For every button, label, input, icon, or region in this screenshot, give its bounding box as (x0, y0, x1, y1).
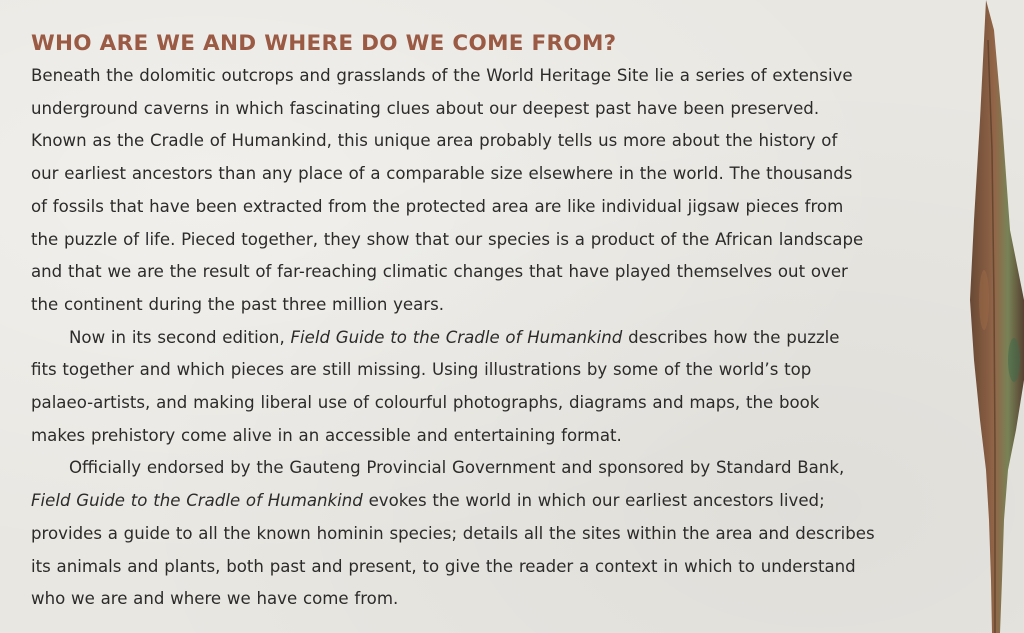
paragraph-3 (31, 452, 981, 616)
paragraph-line (31, 485, 981, 518)
paragraph-line: Officially endorsed by the Gauteng Provincial Government and sponsored by Standard Bank, (69, 458, 845, 478)
paragraph-2 (31, 322, 981, 453)
paragraph-line: palaeo-artists, and making liberal use of colourful photographs, diagrams and maps, the book (31, 393, 820, 413)
paragraph-line: its animals and plants, both past and present, to give the reader a context in which to understand (31, 556, 856, 576)
book-title-italic: Field Guide to the Cradle of Humankind (290, 327, 623, 347)
section-heading: WHO ARE WE AND WHERE DO WE COME FROM? (31, 31, 617, 56)
paragraph-line: Beneath the dolomitic outcrops and grasslands of the World Heritage Site lie a series of extensive (31, 66, 853, 85)
paragraph-line: provides a guide to all the known hominin species; details all the sites within the area and describes (31, 523, 875, 543)
paragraph-line: and that we are the result of far-reaching climatic changes that have played themselves out over (31, 262, 848, 282)
paragraph-line: our earliest ancestors than any place of a comparable size elsewhere in the world. The thousands (31, 164, 853, 184)
paragraph-line: underground caverns in which fascinating clues about our deepest past have been preserved. (31, 98, 820, 118)
paragraph-line: the continent during the past three million years. (31, 294, 445, 314)
paragraph-line: who we are and where we have come from. (31, 589, 399, 609)
text-run: evokes the world in which our earliest ancestors lived; (362, 491, 825, 511)
paragraph-line (31, 322, 981, 355)
paragraph-1 (31, 60, 981, 322)
blurb-text-block (31, 30, 981, 616)
paragraph-line: Known as the Cradle of Humankind, this unique area probably tells us more about the history of (31, 131, 838, 151)
book-title-italic: Field Guide to the Cradle of Humankind (31, 491, 363, 511)
text-run: Now in its second edition, (69, 327, 291, 347)
paragraph-line: makes prehistory come alive in an accessible and entertaining format. (31, 425, 622, 445)
spearhead-artifact-icon (964, 0, 1024, 633)
paragraph-line: of fossils that have been extracted from the protected area are like individual jigsaw pieces from (31, 196, 844, 216)
paragraph-line: the puzzle of life. Pieced together, they show that our species is a product of the African landscape (31, 229, 864, 249)
text-run: describes how the puzzle (622, 327, 840, 347)
paragraph-line: fits together and which pieces are still missing. Using illustrations by some of the world’s top (31, 360, 812, 380)
